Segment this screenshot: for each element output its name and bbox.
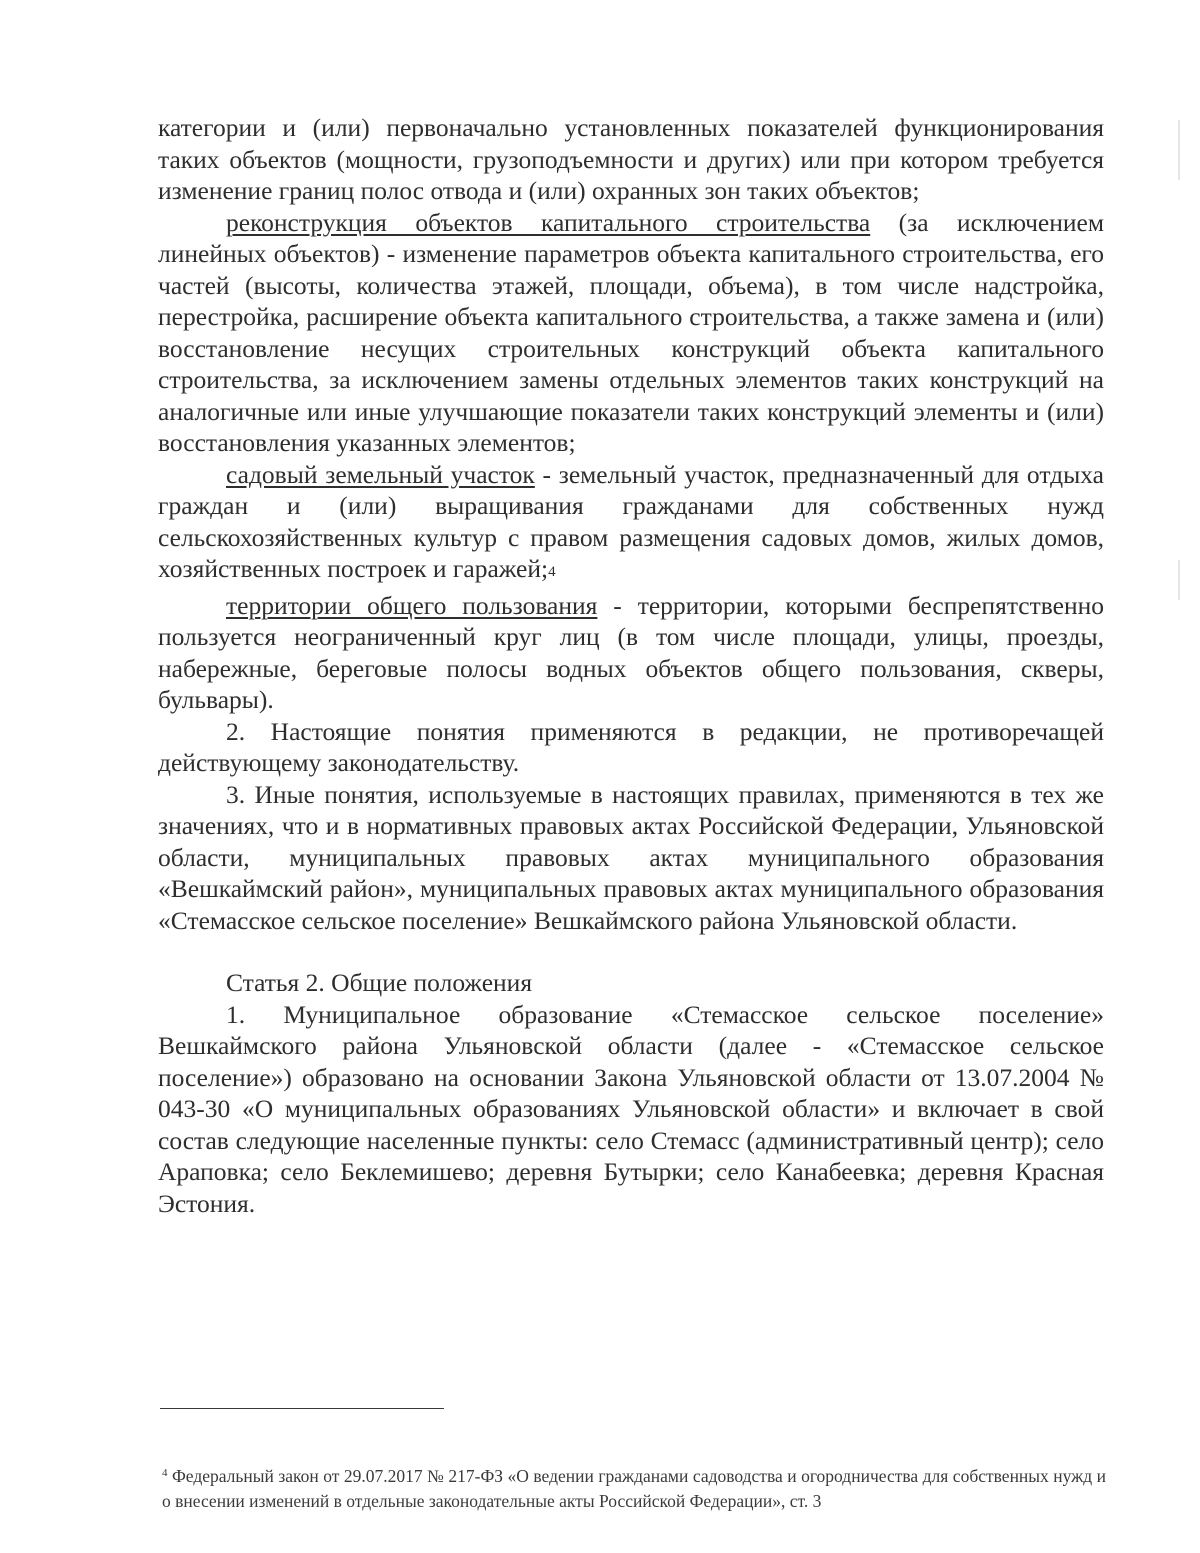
footnote-marker: 4 (162, 1467, 168, 1479)
scan-edge-artifact (1178, 120, 1180, 180)
definition-public-territories: - территории, которыми беспрепятственно пользуется неограниченный круг лиц (в том числе площади, улицы, проезды, набережные, береговые полосы водных объектов общего пользования, скверы, бульвары). (158, 590, 1104, 714)
paragraph-reconstruction-definition (158, 207, 1104, 459)
paragraph-clause-2: 2. Настоящие понятия применяются в редакции, не противоречащей действующему законодательству. (158, 716, 1104, 777)
term-public-territories: территории общего пользования (226, 590, 598, 620)
paragraph-clause-3: 3. Иные понятия, используемые в настоящих правилах, применяются в тех же значениях, что и в нормативных правовых актах Российской Федерации, Ульяновской области, муниципальных правовых актах муниципального образования «Вешкаймский район», муниципальных правовых актах муниципального образования «Стемасское сельское поселение» Вешкаймского района Ульяновской области. (158, 779, 1104, 935)
footnote (162, 1465, 1106, 1512)
paragraph-reconstruction-linear-cont: категории и (или) первоначально установленных показателей функционирования таких объектов (мощности, грузоподъемности и других) или при котором требуется изменение границ полос отвода и (или) охранных зон таких объектов; (158, 113, 1104, 205)
term-reconstruction: реконструкция объектов капитального строительства (226, 207, 871, 237)
footnote-reference[interactable]: 4 (548, 564, 556, 580)
article-2-heading: Статья 2. Общие положения (226, 968, 533, 997)
paragraph-garden-plot-definition (158, 459, 1104, 590)
definition-garden-plot: - земельный участок, предназначенный для отдыха граждан и (или) выращивания гражданами для собственных нужд сельскохозяйственных культур с правом размещения садовых домов, жилых домов, хозяйственных построек и гаражей; (158, 459, 1104, 583)
footnote-text: Федеральный закон от 29.07.2017 № 217-ФЗ «О ведении гражданами садоводства и огородничества для собственных нужд и о внесении изменений в отдельные законодательные акты Российской Федерации», ст. 3 (162, 1466, 1106, 1511)
article-2-clause-1: 1. Муниципальное образование «Стемасское сельское поселение» Вешкаймского района Ульяновской области (далее - «Стемасское сельское поселение») образовано на основании Закона Ульяновской области от 13.07.2004 № 043-30 «О муниципальных образованиях Ульяновской области» и включает в свой состав следующие населенные пункты: село Стемасс (административный центр); село Араповка; село Беклемишево; деревня Бутырки; село Канабеевка; деревня Красная Эстония. (158, 999, 1104, 1218)
main-text (158, 112, 1104, 1219)
section-gap (158, 936, 1104, 967)
definition-reconstruction: (за исключением линейных объектов) - изменение параметров объекта капитального строительства, его частей (высоты, количества этажей, площади, объема), в том числе надстройка, перестройка, расширение объекта капитального строительства, а также замена и (или) восстановление несущих строительных конструкций объекта капитального строительства, за исключением замены отдельных элементов таких конструкций на аналогичные или иные улучшающие показатели таких конструкций элементы и (или) восстановления указанных элементов; (158, 207, 1104, 457)
scan-edge-artifact (1178, 560, 1180, 600)
footnote-separator (160, 1408, 444, 1409)
paragraph-public-territories-definition (158, 590, 1104, 716)
term-garden-plot: садовый земельный участок (226, 459, 535, 489)
